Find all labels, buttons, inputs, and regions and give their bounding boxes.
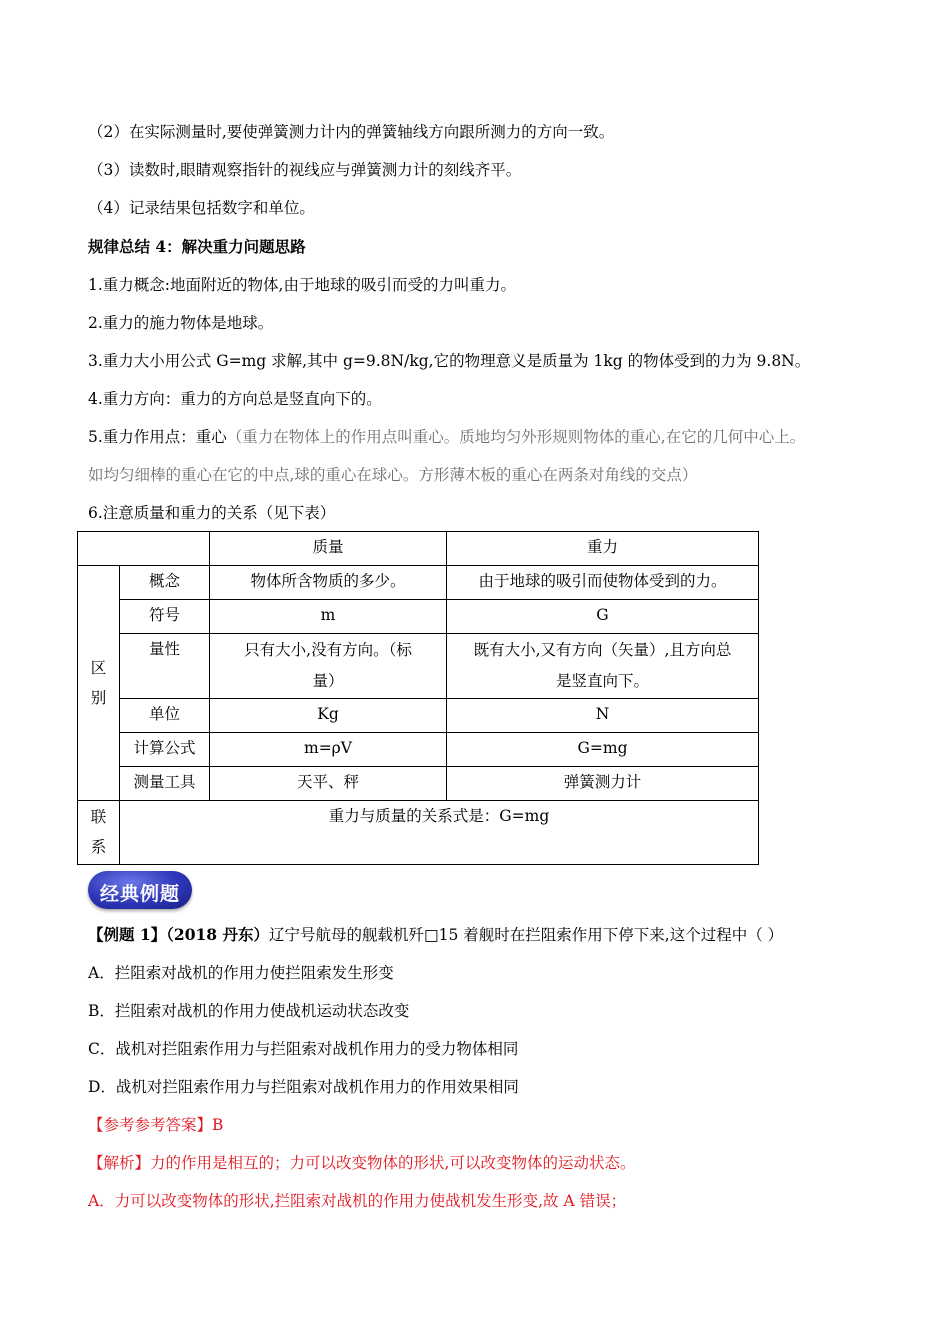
option-a: A．拦阻索对战机的作用力使拦阻索发生形变 [88,964,394,982]
row-mass: 天平、秤 [210,767,447,801]
point-5 [88,427,805,447]
link-label-cell: 联 系 [78,801,120,865]
table-row [78,767,759,801]
diff-label-cell [78,566,120,801]
link-text-cell: 重力与质量的关系式是：G=mg [120,801,759,865]
point-3: 3.重力大小用公式 G=mg 求解,其中 g=9.8N/kg,它的物理意义是质量为 1kg 的物体受到的力为 9.8N。 [88,352,811,370]
classic-examples-banner [88,871,192,909]
table-row [78,699,759,733]
example-tag: 【例题 1】（2018 丹东） [88,925,269,944]
diff-label-1: 区 [90,659,107,677]
analysis-tag: 【解析】 [88,1154,151,1172]
row-gravity: 既有大小,又有方向（矢量）,且方向总 是竖直向下。 [447,634,759,699]
option-c: C．战机对拦阻索作用力与拦阻索对战机作用力的受力物体相同 [88,1040,519,1058]
row-mass: 物体所含物质的多少。 [210,566,447,600]
option-b: B．拦阻索对战机的作用力使战机运动状态改变 [88,1002,410,1020]
point-1: 1.重力概念:地面附近的物体,由于地球的吸引而受的力叫重力。 [88,276,516,294]
note-line-4: （4）记录结果包括数字和单位。 [88,199,315,217]
header-mass: 质量 [210,532,447,566]
row-gravity: G=mg [447,733,759,767]
point-5-continued: 如均匀细棒的重心在它的中点,球的重心在球心。方形薄木板的重心在两条对角线的交点） [88,466,698,484]
header-empty-cell [78,532,210,566]
table-row [78,634,759,699]
header-gravity: 重力 [447,532,759,566]
answer-tag: 【参考参考答案】 [88,1116,213,1134]
point-6: 6.注意质量和重力的关系（见下表） [88,504,336,522]
row-mass: m [210,600,447,634]
link-row [78,801,759,865]
point-2: 2.重力的施力物体是地球。 [88,314,274,332]
table-header-row [78,532,759,566]
banner-text: 经典例题 [99,883,180,905]
row-gravity: G [447,600,759,634]
row-label: 概念 [120,566,210,600]
rule-heading: 规律总结 4：解决重力问题思路 [88,237,306,256]
analysis-line [88,1153,635,1173]
row-mass: 只有大小,没有方向。（标 量） [210,634,447,699]
point-5-detail: （重力在物体上的作用点叫重心。质地均匀外形规则物体的重心,在它的几何中心上。 [226,428,806,446]
answer-value: B [212,1116,224,1134]
row-gravity: 由于地球的吸引而使物体受到的力。 [447,566,759,600]
analysis-option-a: A．力可以改变物体的形状,拦阻索对战机的作用力使战机发生形变,故 A 错误； [88,1192,627,1210]
row-gravity: N [447,699,759,733]
row-label: 测量工具 [120,767,210,801]
point-5-lead: 5.重力作用点：重心 [88,428,227,446]
row-label: 符号 [120,600,210,634]
note-line-3: （3）读数时,眼睛观察指针的视线应与弹簧测力计的刻线齐平。 [88,161,522,179]
row-label: 计算公式 [120,733,210,767]
mass-gravity-table [77,531,759,865]
answer-line [88,1115,223,1135]
row-label: 单位 [120,699,210,733]
diff-label-2: 别 [90,689,107,707]
table-row [78,733,759,767]
row-mass: m=ρV [210,733,447,767]
table-row [78,600,759,634]
example-question-text: 辽宁号航母的舰载机歼□15 着舰时在拦阻索作用下停下来,这个过程中（ ） [268,926,784,944]
example-question [88,925,783,945]
row-gravity: 弹簧测力计 [447,767,759,801]
note-line-2: （2）在实际测量时,要使弹簧测力计内的弹簧轴线方向跟所测力的方向一致。 [88,123,615,141]
row-mass: Kg [210,699,447,733]
analysis-text: 力的作用是相互的；力可以改变物体的形状,可以改变物体的运动状态。 [150,1154,636,1172]
row-label: 量性 [120,634,210,699]
option-d: D．战机对拦阻索作用力与拦阻索对战机作用力的作用效果相同 [88,1078,519,1096]
point-4: 4.重力方向：重力的方向总是竖直向下的。 [88,390,382,408]
table-row [78,566,759,600]
